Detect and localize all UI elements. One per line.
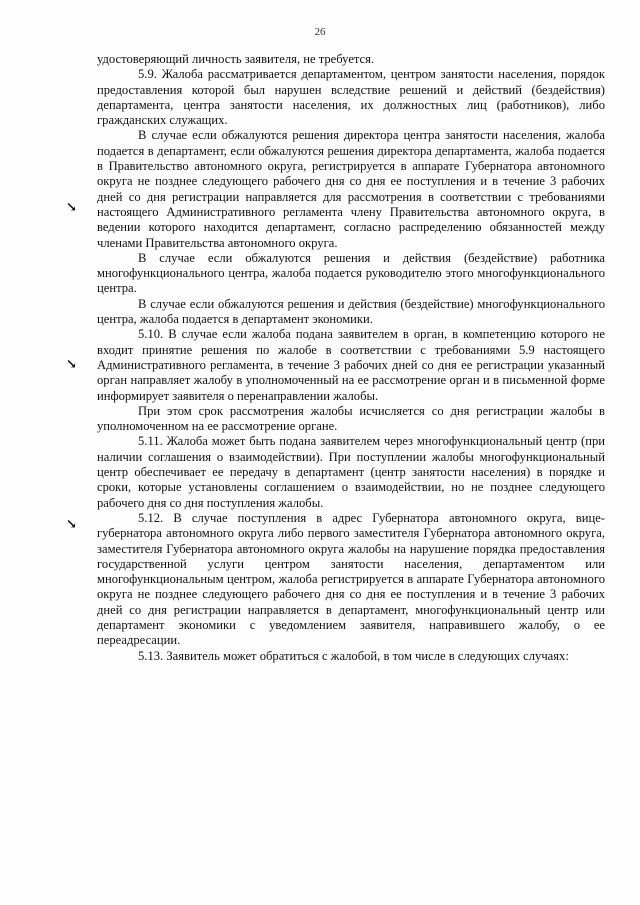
document-body	[97, 52, 605, 664]
paragraph-5-9: 5.9. Жалоба рассматривается департаментом, центром занятости населения, порядок предоставления которой был нарушен вследствие решений и действий (бездействия) департамента, центра занятости населения, их должностных лиц (работников), либо гражданских служащих.	[97, 67, 605, 128]
paragraph-5-13: 5.13. Заявитель может обратиться с жалобой, в том числе в следующих случаях:	[138, 648, 569, 663]
paragraph-5-12: 5.12. В случае поступления в адрес Губернатора автономного округа, вице-губернатора автономного округа либо первого заместителя Губернатора автономного округа, заместителя Губернатора автономного округа жалобы на нарушение порядка предоставления государственной услуги центром занятости населения, департаментом или многофункциональным центром, жалоба регистрируется в аппарате Губернатора автономного округа не позднее следующего рабочего дня со дня ее поступления и в течение 3 рабочих дней со дня регистрации направляется в департамент, многофункциональный центр или департамент экономики с уведомлением заявителя, направившего жалобу, о ее переадресации.	[97, 510, 605, 648]
paragraph-5-10: 5.10. В случае если жалоба подана заявителем в орган, в компетенцию которого не входит принятие решения по жалобе в соответствии с требованиями 5.9 настоящего Административного регламента, в течение 3 рабочих дней со дня ее регистрации указанный орган направляет жалобу в уполномоченный на ее рассмотрение орган и в письменной форме информирует заявителя о перенаправлении жалобы.	[97, 327, 605, 403]
paragraph-0: удостоверяющий личность заявителя, не требуется.	[97, 52, 375, 66]
paragraph-director-appeal: В случае если обжалуются решения директора центра занятости населения, жалоба подается в департамент, если обжалуются решения директора департамента, жалоба подается в Правительство автономного округа, регистрируется в аппарате Губернатора автономного округа не позднее следующего рабочего дня со дня ее поступления и в течение 3 рабочих дней со дня регистрации направляется для рассмотрения в соответствии с требованиями настоящего Административного регламента члену Правительства автономного округа, в ведении которого находится департамент, согласно распределению обязанностей между членами Правительства автономного округа.	[97, 128, 605, 250]
paragraph-mfc-worker: В случае если обжалуются решения и действия (бездействие) работника многофункционального центра, жалоба подается руководителю этого многофункционального центра.	[97, 250, 605, 296]
paragraph-mfc: В случае если обжалуются решения и действия (бездействие) многофункционального центра, жалоба подается в департамент экономики.	[97, 296, 605, 327]
page-number: 26	[314, 26, 326, 38]
paragraph-term: При этом срок рассмотрения жалобы исчисляется со дня регистрации жалобы в уполномоченном на ее рассмотрение органе.	[97, 403, 605, 434]
margin-mark-3: ↘	[66, 516, 77, 531]
paragraph-5-11: 5.11. Жалоба может быть подана заявителем через многофункциональный центр (при наличии соглашения о взаимодействии). При поступлении жалобы многофункциональный центр обеспечивает ее передачу в департамент (центр занятости населения) в порядке и сроки, которые установлены соглашением о взаимодействии, но не позднее следующего рабочего дня со дня поступления жалобы.	[97, 434, 605, 510]
margin-mark-1: ↘	[66, 199, 77, 214]
margin-mark-2: ↘	[66, 356, 77, 371]
